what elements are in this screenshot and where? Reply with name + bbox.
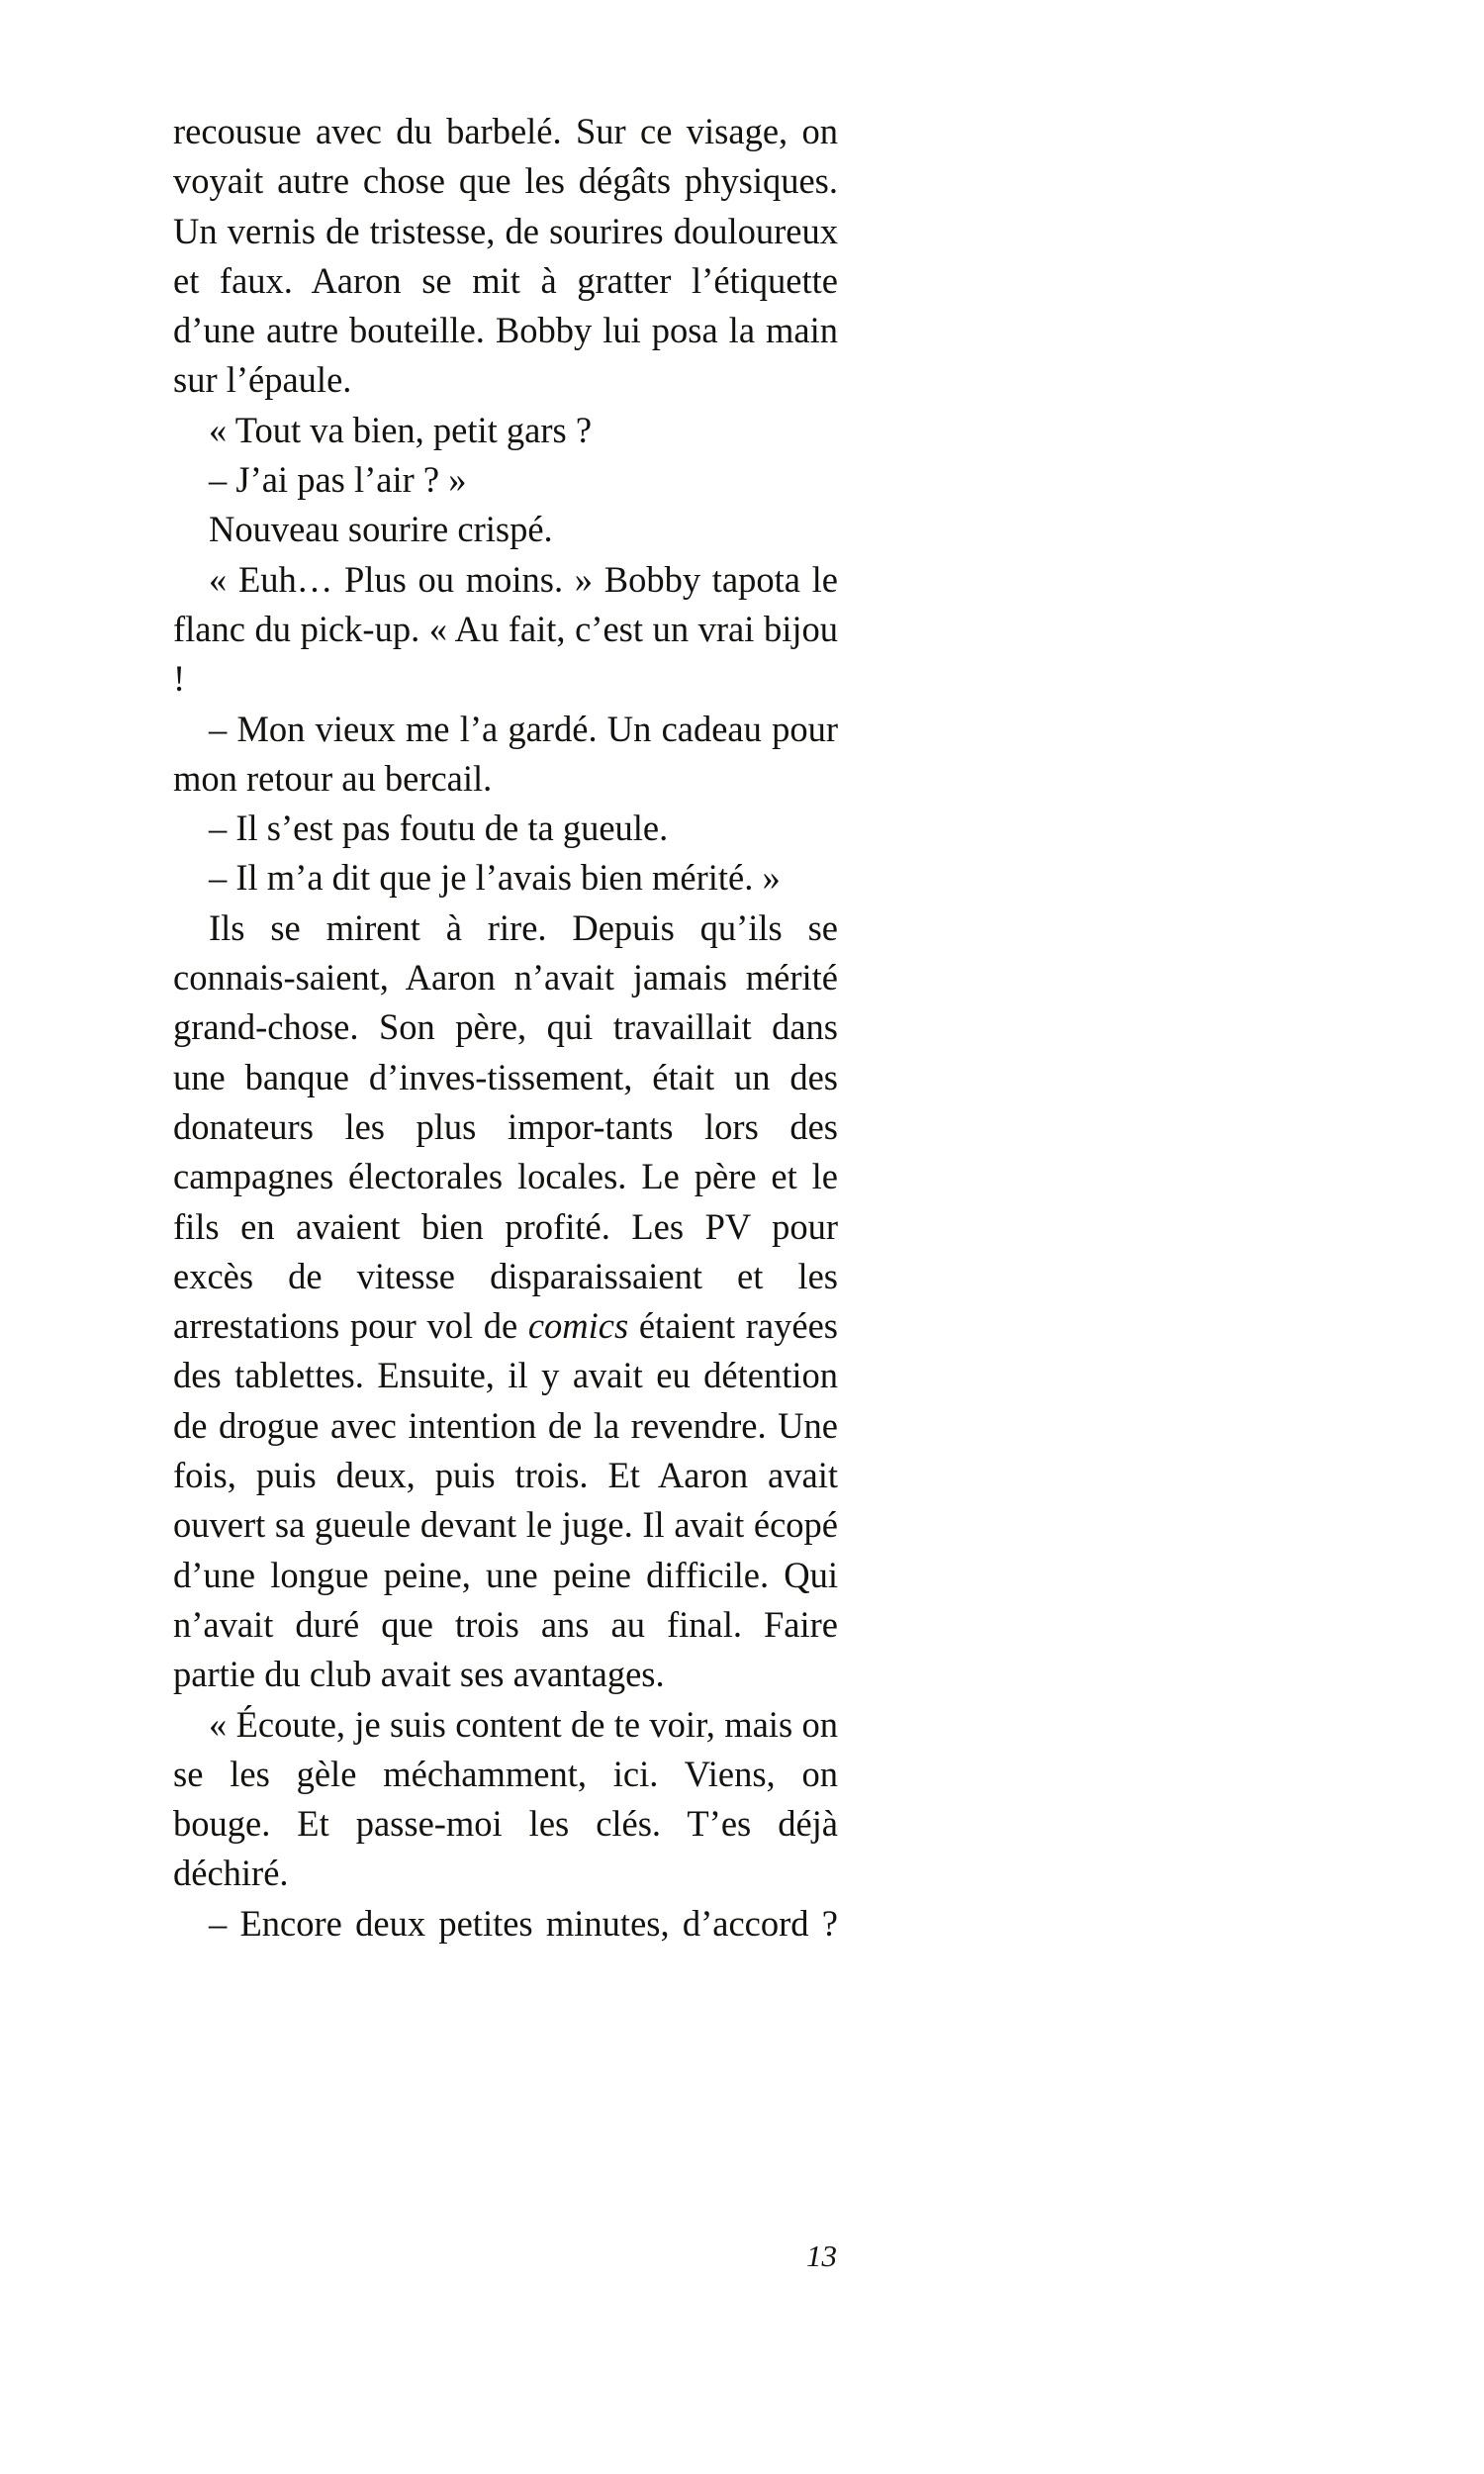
paragraph-narrative-ils-se-mirent: Ils se mirent à rire. Depuis qu’ils se connais-saient, Aaron n’avait jamais mérité grand-chose. Son père, qui travaillait dans une banque d’inves-tissement, était un des donateurs les plus impor-tants lors des campagnes électorales locales. Le père et le fils en avaient bien profité. Les PV pour excès de vitesse disparaissaient et les arrestations pour vol de comics étaient rayées des tablettes. Ensuite, il y avait eu détention de drogue avec intention de la revendre. Une fois, puis deux, puis trois. Et Aaron avait ouvert sa gueule devant le juge. Il avait écopé d’une longue peine, une peine difficile. Qui n’avait duré que trois ans au final. Faire partie du club avait ses avantages. xyxy=(173,906,838,1695)
paragraph-dialogue-jai-pas-lair: – J’ai pas l’air ? » xyxy=(209,459,467,501)
italic-term: comics xyxy=(527,1305,629,1347)
paragraph-dialogue-il-ma-dit: – Il m’a dit que je l’avais bien mérité. » xyxy=(209,857,781,899)
page-number: 13 xyxy=(806,2238,837,2273)
paragraph-dialogue-tout-va-bien: « Tout va bien, petit gars ? xyxy=(209,409,593,450)
paragraph-dialogue-euh-plus-ou-moins: « Euh… Plus ou moins. » Bobby tapota le flanc du pick-up. « Au fait, c’est un vrai bijou ! xyxy=(173,558,838,700)
paragraph-dialogue-ecoute: « Écoute, je suis content de te voir, mais on se les gèle méchamment, ici. Viens, on bouge. Et passe-moi les clés. T’es déjà déchiré. xyxy=(173,1703,838,1894)
paragraph-dialogue-il-sest-pas-foutu: – Il s’est pas foutu de ta gueule. xyxy=(209,808,669,849)
paragraph-opening: recousue avec du barbelé. Sur ce visage, on voyait autre chose que les dégâts physiques. Un vernis de tristesse, de sourires douloureux et faux. Aaron se mit à gratter l’étiquette d’une autre bouteille. Bobby lui posa la main sur l’épaule. xyxy=(173,111,838,401)
page-body-text xyxy=(173,107,838,1949)
paragraph-dialogue-mon-vieux: – Mon vieux me l’a gardé. Un cadeau pour mon retour au bercail. xyxy=(173,708,838,799)
paragraph-dialogue-encore-deux-minutes: – Encore deux petites minutes, d’accord ? xyxy=(209,1902,838,1944)
paragraph-nouveau-sourire: Nouveau sourire crispé. xyxy=(209,509,553,550)
